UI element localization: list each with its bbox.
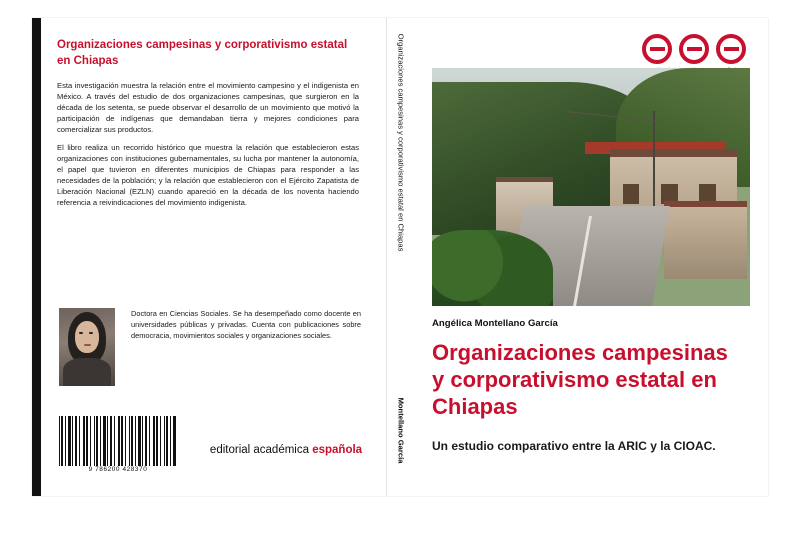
front-cover-panel bbox=[414, 18, 768, 496]
back-paragraph-1: Esta investigación muestra la relación entre el movimiento campesino y el indigenista en México. A través del estudio de dos organizaciones campesinas, que surgieron en la década de los setenta, se puede observar el desarrollo de un movimiento que motivó la participación de indígenas que demandaban tierra y mejores condiciones para comercializar sus productos. bbox=[57, 81, 359, 134]
publisher-name-plain: editorial académica bbox=[209, 444, 313, 456]
spine-author: Montellano García bbox=[396, 397, 406, 464]
cover-edge-strip bbox=[32, 18, 41, 496]
photo-window bbox=[623, 184, 640, 205]
back-paragraph-2: El libro realiza un recorrido histórico que muestra la relación que establecieron estas organizaciones con instituciones gubernamentales, su lucha por mantener la autonomía, el papel que tuvieron en diferentes municipios de Chiapas para responder a las necesidades de la población; y la relación que establecieron con el Ejército Zapatista de Liberación Nacional (EZLN) cuando apareció en la década de los noventa haciendo referencia a reivindicaciones del movimiento indigenista. bbox=[57, 143, 359, 207]
portrait-eye-right bbox=[89, 332, 93, 334]
publisher-name-back bbox=[191, 444, 381, 456]
portrait-face bbox=[75, 321, 99, 353]
barcode-block bbox=[59, 416, 177, 478]
back-cover-title: Organizaciones campesinas y corporativismo estatal en Chiapas bbox=[57, 39, 348, 67]
barcode-number: 9 786200 428370 bbox=[88, 466, 148, 473]
book-spine bbox=[386, 18, 416, 496]
author-bio-text: Doctora en Ciencias Sociales. Se ha desempeñado como docente en universidades públicas y privadas. Cuenta con publicaciones sobre democracia, movimientos sociales y organizaciones sociales. bbox=[131, 309, 361, 341]
eae-logo-icon bbox=[640, 32, 752, 66]
portrait-eye-left bbox=[79, 332, 83, 334]
front-cover-author: Angélica Montellano García bbox=[432, 318, 558, 329]
photo-house-secondary bbox=[664, 201, 747, 278]
photo-vegetation bbox=[432, 230, 553, 306]
front-cover-subtitle: Un estudio comparativo entre la ARIC y la CIOAC. bbox=[432, 439, 716, 453]
book-cover-spread bbox=[32, 18, 768, 496]
portrait-mouth bbox=[84, 344, 91, 346]
back-cover-panel bbox=[41, 18, 386, 496]
front-cover-title: Organizaciones campesinas y corporativismo estatal en Chiapas bbox=[432, 340, 728, 419]
author-portrait bbox=[59, 308, 115, 386]
spine-title: Organizaciones campesinas y corporativismo estatal en Chiapas bbox=[396, 33, 406, 252]
cover-photo bbox=[432, 68, 750, 306]
barcode-icon bbox=[59, 416, 177, 466]
publisher-name-bold: española bbox=[312, 444, 363, 456]
portrait-body bbox=[63, 358, 111, 386]
back-cover-description bbox=[57, 80, 359, 215]
